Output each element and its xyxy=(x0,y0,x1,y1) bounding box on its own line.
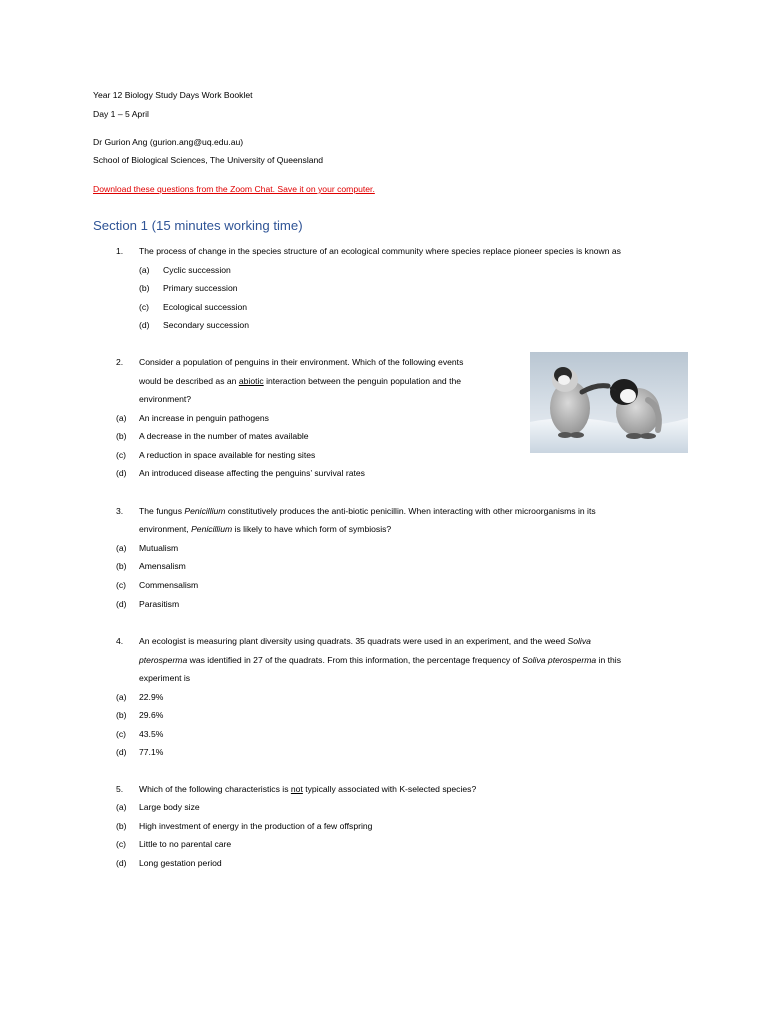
q1-option-letter: (d) xyxy=(139,320,150,330)
q2-option-letter: (a) xyxy=(116,413,127,423)
q5-option-letter: (c) xyxy=(116,839,127,849)
q1-option-letter: (b) xyxy=(139,283,150,293)
q3-option-letter: (c) xyxy=(116,580,127,590)
q4-option-text: 22.9% xyxy=(139,692,164,702)
q2-option-letter: (d) xyxy=(116,468,127,478)
q2-text-line3: environment? xyxy=(139,394,192,404)
q5-option-text: Little to no parental care xyxy=(139,839,232,849)
q1-number: 1. xyxy=(116,246,124,256)
q2-option-letter: (b) xyxy=(116,431,127,441)
q2-option-text: A reduction in space available for nesting sites xyxy=(139,450,316,460)
q3-species-name: Penicillium xyxy=(191,524,233,534)
q3-option-text: Mutualism xyxy=(139,543,179,553)
q1-option-text: Ecological succession xyxy=(163,302,248,312)
q5-option-text: High investment of energy in the production of a few offspring xyxy=(139,821,373,831)
day-date: Day 1 – 5 April xyxy=(93,109,149,119)
q2-text-line1: Consider a population of penguins in their environment. Which of the following events xyxy=(139,357,464,367)
q3-option-text: Commensalism xyxy=(139,580,199,590)
q5-option-letter: (b) xyxy=(116,821,127,831)
q2-underlined-word: abiotic xyxy=(238,376,264,386)
q4-species-name: pterosperma xyxy=(139,655,188,665)
penguin-photo xyxy=(530,352,688,453)
affiliation-line: School of Biological Sciences, The University of Queensland xyxy=(93,155,324,165)
q1-option-text: Primary succession xyxy=(163,283,238,293)
q3-option-letter: (d) xyxy=(116,599,127,609)
q4-species-name: Soliva pterosperma xyxy=(522,655,597,665)
q5-option-letter: (a) xyxy=(116,802,127,812)
q2-option-text: An introduced disease affecting the penguins’ survival rates xyxy=(139,468,365,478)
q1-option-text: Secondary succession xyxy=(163,320,249,330)
q1-option-text: Cyclic succession xyxy=(163,265,231,275)
q3-text-line1: The fungus Penicillium constitutively produces the anti-biotic penicillin. When interacting with other microorganisms in its xyxy=(139,506,596,516)
q2-option-text: An increase in penguin pathogens xyxy=(139,413,269,423)
section-title: Section 1 (15 minutes working time) xyxy=(93,218,303,233)
q3-option-letter: (a) xyxy=(116,543,127,553)
download-notice: Download these questions from the Zoom Chat. Save it on your computer. xyxy=(93,184,375,194)
q1-text: The process of change in the species structure of an ecological community where species replace pioneer species is known as xyxy=(139,246,621,256)
q4-option-letter: (b) xyxy=(116,710,127,720)
q3-number: 3. xyxy=(116,506,124,516)
q5-text-line1: Which of the following characteristics is not typically associated with K-selected species? xyxy=(139,784,477,794)
q3-text-line2: environment, Penicillium is likely to have which form of symbiosis? xyxy=(139,524,392,534)
q4-option-text: 77.1% xyxy=(139,747,164,757)
q2-text-line2: would be described as an abiotic interaction between the penguin population and the xyxy=(139,376,462,386)
q2-number: 2. xyxy=(116,357,124,367)
q4-text-line3: experiment is xyxy=(139,673,191,683)
q5-underlined-word: not xyxy=(290,784,303,794)
q4-number: 4. xyxy=(116,636,124,646)
q3-species-name: Penicillium xyxy=(184,506,226,516)
q3-option-text: Amensalism xyxy=(139,561,186,571)
q4-option-letter: (c) xyxy=(116,729,127,739)
q2-option-letter: (c) xyxy=(116,450,127,460)
q4-species-name: Soliva xyxy=(567,636,591,646)
q1-option-letter: (a) xyxy=(139,265,150,275)
q5-option-text: Long gestation period xyxy=(139,858,222,868)
q4-option-letter: (a) xyxy=(116,692,127,702)
q4-option-text: 29.6% xyxy=(139,710,164,720)
q4-option-text: 43.5% xyxy=(139,729,164,739)
q5-number: 5. xyxy=(116,784,124,794)
q1-option-letter: (c) xyxy=(139,302,150,312)
q2-option-text: A decrease in the number of mates available xyxy=(139,431,309,441)
booklet-title: Year 12 Biology Study Days Work Booklet xyxy=(93,90,253,100)
q5-option-text: Large body size xyxy=(139,802,200,812)
q3-option-letter: (b) xyxy=(116,561,127,571)
q4-option-letter: (d) xyxy=(116,747,127,757)
q4-text-line1: An ecologist is measuring plant diversity using quadrats. 35 quadrats were used in an experiment, and the weed Soliva xyxy=(139,636,591,646)
q4-text-line2: pterosperma was identified in 27 of the quadrats. From this information, the percentage frequency of Soliva pterosperma in this xyxy=(139,655,622,665)
author-line: Dr Gurion Ang (gurion.ang@uq.edu.au) xyxy=(93,137,244,147)
q3-option-text: Parasitism xyxy=(139,599,180,609)
q5-option-letter: (d) xyxy=(116,858,127,868)
